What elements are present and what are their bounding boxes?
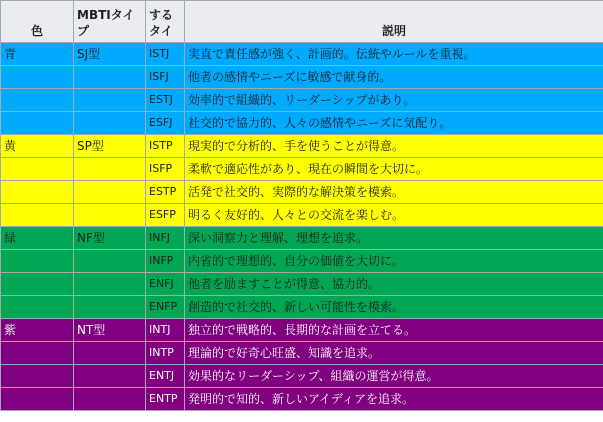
code-cell: ISTP [146, 135, 185, 158]
code-cell: INFP [146, 250, 185, 273]
table-row [1, 89, 603, 112]
type-cell [74, 112, 146, 135]
table-row [1, 227, 603, 250]
header-color: 色 [1, 1, 74, 43]
type-cell: SJ型 [74, 43, 146, 66]
table-row [1, 158, 603, 181]
type-cell [74, 273, 146, 296]
type-cell [74, 296, 146, 319]
color-cell [1, 66, 74, 89]
color-cell [1, 181, 74, 204]
type-cell [74, 204, 146, 227]
table-row [1, 204, 603, 227]
table-row [1, 273, 603, 296]
color-cell [1, 158, 74, 181]
description-cell: 効率的で組織的、リーダーシップがあり。 [185, 89, 603, 112]
description-cell: 内省的で理想的、自分の価値を大切に。 [185, 250, 603, 273]
code-cell: ESTP [146, 181, 185, 204]
code-cell: ENFP [146, 296, 185, 319]
type-cell [74, 66, 146, 89]
table-row [1, 135, 603, 158]
description-cell: 活発で社交的、実際的な解決策を模索。 [185, 181, 603, 204]
description-cell: 現実的で分析的、手を使うことが得意。 [185, 135, 603, 158]
code-cell: INTP [146, 342, 185, 365]
color-cell [1, 204, 74, 227]
header-type: MBTIタイプ [74, 1, 146, 43]
color-cell: 青 [1, 43, 74, 66]
table-body [1, 43, 603, 411]
code-cell: ENFJ [146, 273, 185, 296]
table-row [1, 250, 603, 273]
table-row [1, 43, 603, 66]
description-cell: 理論的で好奇心旺盛、知識を追求。 [185, 342, 603, 365]
description-cell: 深い洞察力と理解、理想を追求。 [185, 227, 603, 250]
code-cell: ISTJ [146, 43, 185, 66]
table-row [1, 181, 603, 204]
color-cell [1, 296, 74, 319]
description-cell: 明るく友好的、人々との交流を楽しむ。 [185, 204, 603, 227]
table-row [1, 112, 603, 135]
table-row [1, 296, 603, 319]
color-cell [1, 388, 74, 411]
code-cell: INFJ [146, 227, 185, 250]
table-row [1, 365, 603, 388]
color-cell [1, 89, 74, 112]
table-row [1, 342, 603, 365]
type-cell [74, 342, 146, 365]
type-cell [74, 250, 146, 273]
description-cell: 他者の感情やニーズに敏感で献身的。 [185, 66, 603, 89]
description-cell: 独立的で戦略的、長期的な計画を立てる。 [185, 319, 603, 342]
table-row [1, 388, 603, 411]
description-cell: 実直で責任感が強く、計画的。伝統やルールを重視。 [185, 43, 603, 66]
code-cell: ENTJ [146, 365, 185, 388]
code-cell: ESFJ [146, 112, 185, 135]
color-cell: 緑 [1, 227, 74, 250]
description-cell: 柔軟で適応性があり、現在の瞬間を大切に。 [185, 158, 603, 181]
header-description: 説明 [185, 1, 603, 43]
type-cell [74, 158, 146, 181]
code-cell: ISFJ [146, 66, 185, 89]
code-cell: ISFP [146, 158, 185, 181]
type-cell [74, 388, 146, 411]
color-cell: 黄 [1, 135, 74, 158]
type-cell [74, 365, 146, 388]
description-cell: 効果的なリーダーシップ、組織の運営が得意。 [185, 365, 603, 388]
code-cell: INTJ [146, 319, 185, 342]
table-row [1, 319, 603, 342]
header-row [1, 1, 603, 43]
type-cell [74, 89, 146, 112]
type-cell [74, 181, 146, 204]
color-cell [1, 250, 74, 273]
description-cell: 社交的で協力的、人々の感情やニーズに気配り。 [185, 112, 603, 135]
table-row [1, 66, 603, 89]
description-cell: 創造的で社交的、新しい可能性を模索。 [185, 296, 603, 319]
type-cell: SP型 [74, 135, 146, 158]
code-cell: ESFP [146, 204, 185, 227]
description-cell: 発明的で知的、新しいアイディアを追求。 [185, 388, 603, 411]
type-cell: NF型 [74, 227, 146, 250]
code-cell: ESTJ [146, 89, 185, 112]
description-cell: 他者を励ますことが得意、協力的。 [185, 273, 603, 296]
color-cell [1, 273, 74, 296]
color-cell [1, 365, 74, 388]
type-cell: NT型 [74, 319, 146, 342]
color-cell [1, 342, 74, 365]
color-cell [1, 112, 74, 135]
color-cell: 紫 [1, 319, 74, 342]
header-code: するタイ [146, 1, 185, 43]
code-cell: ENTP [146, 388, 185, 411]
